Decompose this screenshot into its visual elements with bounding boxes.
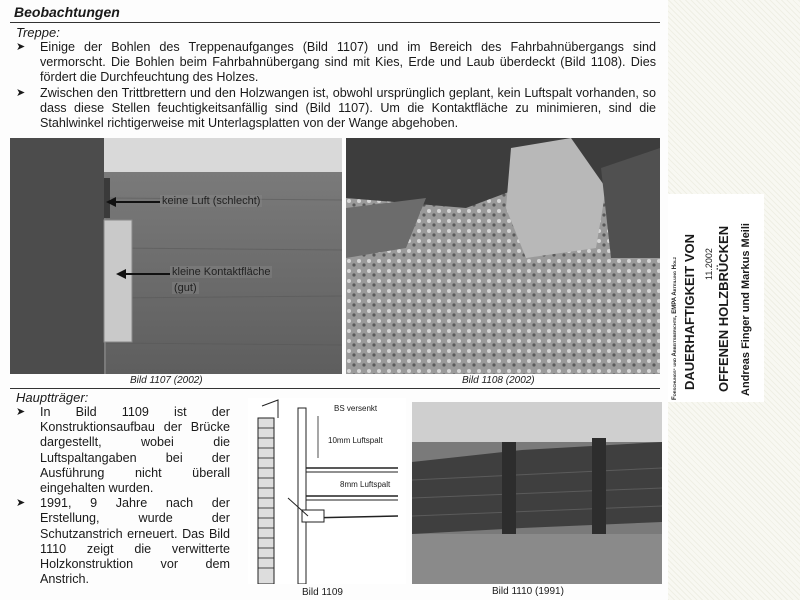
arrow-bullet-icon: ➤ bbox=[16, 406, 26, 418]
series-title: Forschungs- und Arbeitsberichte, EMPA Abteilung Holz bbox=[672, 256, 678, 400]
photo-bild-1110 bbox=[412, 402, 662, 584]
photo-bild-1108 bbox=[346, 138, 660, 374]
report-date: 11.2002 bbox=[704, 248, 714, 280]
construction-section-drawing bbox=[248, 398, 406, 584]
bullet-text: 1991, 9 Jahre nach der Erstellung, wurde der Schutzanstrich erneuert. Das Bild 1110 zeigt die verwitterte Holzkonstruktion vor dem Anstrich. bbox=[40, 496, 230, 587]
stair-side-photo bbox=[10, 138, 342, 374]
caption-bild-1109: Bild 1109 bbox=[302, 587, 343, 598]
page-heading: Beobachtungen bbox=[14, 4, 120, 20]
heading-rule bbox=[10, 22, 660, 23]
bridge-girder-photo bbox=[412, 402, 662, 584]
label-10mm-gap: 10mm Luftspalt bbox=[328, 436, 383, 445]
photo-bild-1107 bbox=[10, 138, 342, 374]
report-title-line2: OFFENEN HOLZBRÜCKEN bbox=[716, 225, 731, 392]
arrow-bullet-icon: ➤ bbox=[16, 41, 26, 53]
drawing-bild-1109 bbox=[248, 398, 406, 584]
arrow-bullet-icon: ➤ bbox=[16, 86, 26, 99]
list-item bbox=[14, 496, 230, 587]
list-item bbox=[14, 40, 656, 86]
haupttraeger-label: Hauptträger: bbox=[16, 390, 89, 405]
treppe-label: Treppe: bbox=[16, 25, 60, 40]
bullet-text: Zwischen den Trittbrettern und den Holzwangen ist, obwohl ursprünglich geplant, kein Luftspalt vorhanden, so dass diese Stellen feuchtigkeitsanfällig sind (Bild 1107). Um die Kontaktfläche zu minimieren, sind die Stahlwinkel richtigerweise mit Unterlagsplatten von der Wange abgehoben. bbox=[40, 85, 656, 131]
arrow-bullet-icon: ➤ bbox=[16, 497, 26, 510]
label-8mm-gap: 8mm Luftspalt bbox=[340, 480, 391, 489]
report-authors: Andreas Finger und Markus Meili bbox=[740, 223, 752, 396]
annotation-small-contact: kleine Kontaktfläche bbox=[172, 266, 271, 278]
annotation-no-air: keine Luft (schlecht) bbox=[162, 195, 261, 207]
gravel-beam-photo bbox=[346, 138, 660, 374]
haupttraeger-bullets bbox=[14, 405, 230, 587]
report-title-line1: DAUERHAFTIGKEIT VON bbox=[682, 234, 697, 390]
sidebar-label-box bbox=[668, 194, 764, 402]
caption-bild-1107: Bild 1107 (2002) bbox=[130, 375, 203, 386]
label-bs-versenkt: BS versenkt bbox=[334, 404, 378, 413]
caption-bild-1110: Bild 1110 (1991) bbox=[492, 586, 564, 597]
section-rule bbox=[10, 388, 660, 389]
annotation-good: (gut) bbox=[174, 282, 197, 294]
bullet-text: Einige der Bohlen des Treppenaufganges (Bild 1107) und im Bereich des Fahrbahnübergangs sind vermorscht. Die Bohlen beim Fahrbahnübergang sind mit Kies, Erde und Laub überdeckt (Bild 1108). Dies fördert die Durchfeuchtung des Holzes. bbox=[40, 40, 656, 85]
report-sidebar bbox=[668, 0, 800, 600]
treppe-bullets bbox=[14, 40, 656, 131]
list-item bbox=[14, 405, 230, 496]
list-item bbox=[14, 86, 656, 132]
bullet-text: In Bild 1109 ist der Konstruktionsaufbau der Brücke dargestellt, wobei die Luftspaltangaben bei der Ausführung nicht überall eingehalten wurden. bbox=[40, 405, 230, 496]
caption-bild-1108: Bild 1108 (2002) bbox=[462, 375, 535, 386]
